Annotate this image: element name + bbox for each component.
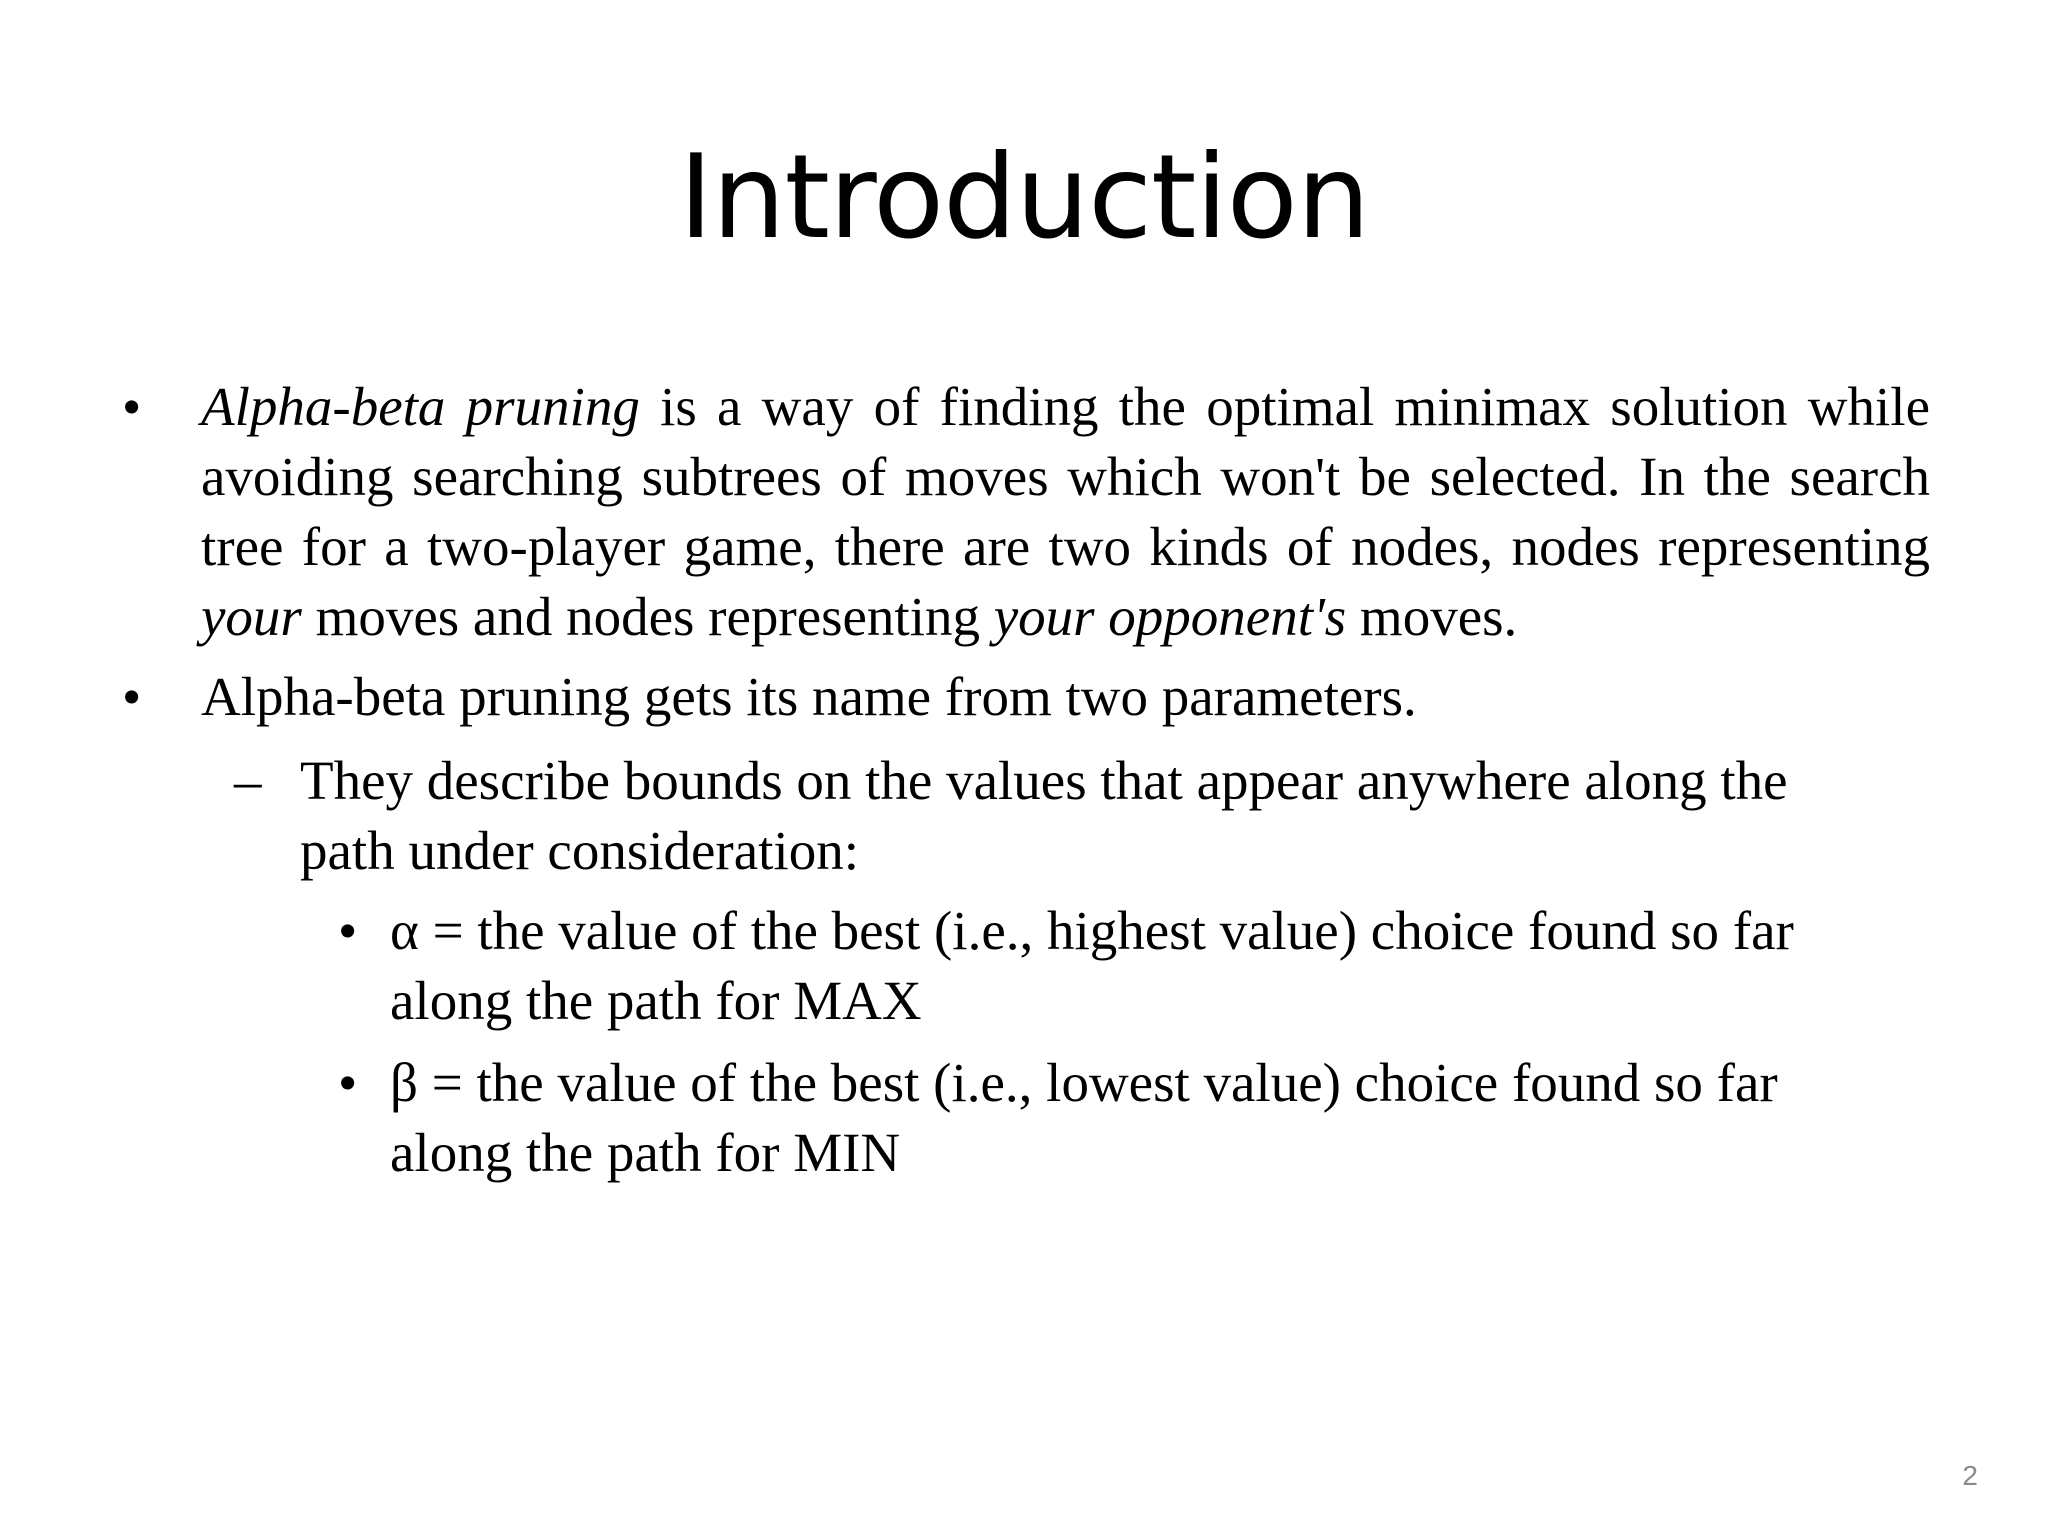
bullet-marker: • (122, 666, 142, 727)
text-run-italic: your (201, 586, 302, 647)
text-run-italic: your opponent's (993, 586, 1347, 647)
beta-definition-text: β = the value of the best (i.e., lowest value) choice found so far along the path for MIN (390, 1052, 1778, 1183)
sub-sub-bullet-item-alpha (0, 896, 2048, 1036)
bullet-marker: • (338, 1052, 358, 1113)
bullet-item-alpha-beta-definition (0, 372, 2048, 652)
sub-sub-bullet-item-beta (0, 1048, 2048, 1188)
text-run: is a way of finding the optimal minimax solution while avoiding searching subtrees of moves which won't be selected. In the search tree for a two-player game, there are two kinds of nodes, nodes representing (201, 376, 1930, 577)
bullet-item-name-origin (0, 662, 2048, 732)
text-run-italic: Alpha-beta pruning (201, 376, 640, 437)
bullet-marker: • (122, 376, 142, 437)
bullet-text: Alpha-beta pruning gets its name from two parameters. (201, 666, 1417, 727)
page-number: 2 (1962, 1460, 1978, 1491)
bullet-marker: • (338, 900, 358, 961)
bullet-text (201, 372, 1930, 652)
dash-marker: – (234, 750, 262, 811)
sub-bullet-item-bounds (0, 746, 2048, 886)
sub-bullet-text: They describe bounds on the values that appear anywhere along the path under consideration: (300, 750, 1788, 881)
text-run: moves. (1346, 586, 1518, 647)
text-run: moves and nodes representing (301, 586, 994, 647)
alpha-definition-text: α = the value of the best (i.e., highest value) choice found so far along the path for MAX (390, 900, 1794, 1031)
slide-title: Introduction (678, 130, 1370, 265)
